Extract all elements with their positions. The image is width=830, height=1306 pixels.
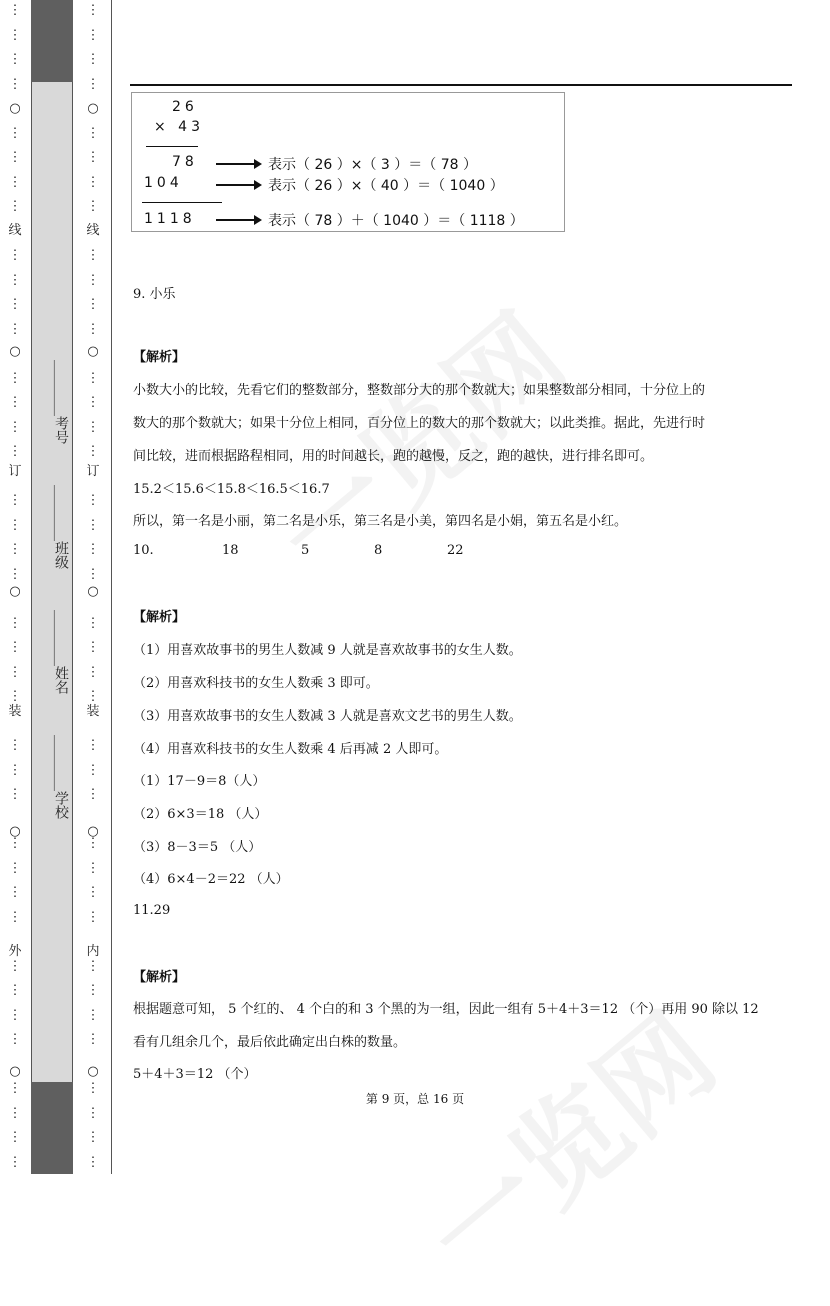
field-class[interactable]: [43, 485, 71, 569]
cut-dots: ⋮: [86, 297, 100, 312]
cut-dots: ⋮: [86, 1130, 100, 1145]
q11-line: 根据题意可知， 5 个红的、 4 个白的和 3 个黑的为一组，因此一组有 5＋4＋3＝12 （个）再用 90 除以 12: [133, 1002, 759, 1017]
cut-dots: ⋮: [8, 738, 22, 753]
cut-line-label: ○: [87, 344, 99, 359]
cut-dots: ⋮: [8, 150, 22, 165]
q11-line: 5＋4＋3＝12 （个）: [133, 1067, 257, 1082]
cut-line-label: 内: [86, 944, 100, 959]
cut-dots: ⋮: [86, 787, 100, 802]
cut-dots: ⋮: [86, 125, 100, 141]
arrow-3: [216, 219, 256, 221]
cut-dots: ⋮: [8, 664, 22, 680]
q10-answer: 8: [374, 543, 383, 558]
mult-multiplier: × 43: [154, 119, 204, 135]
cut-dots: ⋮: [8, 566, 22, 582]
cut-dots: ⋮: [86, 370, 100, 386]
cut-dots: ⋮: [8, 958, 22, 974]
cut-dots: ⋮: [86, 762, 100, 778]
page-footer: 第 9 页，总 16 页: [365, 1092, 465, 1106]
cut-dots: ⋮: [8, 395, 22, 410]
field-underline: ________: [53, 360, 69, 416]
cut-dots: ⋮: [8, 1007, 22, 1023]
explain-3: 表示（ 78 ）＋（ 1040 ）＝（ 1118 ）: [268, 213, 524, 229]
cut-line-label: 订: [8, 464, 22, 479]
cut-line-label: ○: [9, 584, 21, 599]
cut-dots: ⋮: [86, 738, 100, 753]
cut-dots: ⋮: [8, 493, 22, 508]
cut-dots: ⋮: [8, 787, 22, 802]
mult-total: 1118: [144, 211, 196, 227]
cut-dots: ⋮: [86, 248, 100, 263]
cut-dots: ⋮: [86, 958, 100, 974]
mult-line-1: [146, 146, 198, 147]
q10-line: （1）17－9＝8（人）: [133, 774, 266, 789]
mult-partial-1: 78: [172, 154, 198, 170]
cut-dots: ⋮: [86, 615, 100, 631]
field-underline: ________: [53, 735, 69, 791]
cut-dots: ⋮: [8, 248, 22, 263]
cut-dots: ⋮: [86, 566, 100, 582]
cut-line-label: ○: [87, 101, 99, 116]
cut-dots: ⋮: [8, 370, 22, 386]
mult-line-2: [142, 202, 222, 203]
q9-line: 15.2＜15.6＜15.8＜16.5＜16.7: [133, 482, 330, 497]
cut-dots: ⋮: [8, 542, 22, 557]
cut-dots: ⋮: [86, 272, 100, 288]
q10-heading: 【解析】: [133, 610, 186, 625]
cut-line-label: 装: [8, 704, 22, 719]
field-name[interactable]: [43, 610, 71, 694]
cut-dots: ⋮: [8, 76, 22, 92]
cut-dots: ⋮: [8, 125, 22, 141]
cut-dots: ⋮: [86, 640, 100, 655]
cut-dots: ⋮: [8, 762, 22, 778]
cut-dots: ⋮: [8, 419, 22, 435]
q10-line: （2）用喜欢科技书的女生人数乘 3 即可。: [133, 676, 379, 691]
explain-2: 表示（ 26 ）×（ 40 ）＝（ 1040 ）: [268, 178, 504, 194]
field-label: 学校: [53, 791, 69, 819]
cut-dots: ⋮: [86, 419, 100, 435]
cut-dots: ⋮: [8, 1154, 22, 1170]
mult-partial-2: 104: [144, 175, 183, 191]
cut-dots: ⋮: [86, 493, 100, 508]
q10-line: （2）6×3＝18 （人）: [133, 807, 268, 822]
cut-dots: ⋮: [8, 689, 22, 704]
band-right-line: [111, 0, 112, 1174]
cut-line-label: 线: [8, 223, 22, 238]
band-top-block: [31, 0, 73, 82]
q11-line: 看有几组余几个，最后依此确定出白株的数量。: [133, 1035, 407, 1050]
cut-line-label: ○: [87, 1064, 99, 1079]
q10-line: （1）用喜欢故事书的男生人数减 9 人就是喜欢故事书的女生人数。: [133, 643, 522, 658]
cut-dots: ⋮: [8, 321, 22, 337]
q9-line: 数大的那个数就大；如果十分位上相同，百分位上的数大的那个数就大；以此类推。据此，先进行时: [133, 416, 706, 431]
cut-dots: ⋮: [86, 689, 100, 704]
cut-dots: ⋮: [86, 52, 100, 67]
cut-dots: ⋮: [8, 272, 22, 288]
cut-dots: ⋮: [8, 52, 22, 67]
cut-dots: ⋮: [86, 395, 100, 410]
cut-line-label: 装: [86, 704, 100, 719]
cut-line-label: 外: [8, 944, 22, 959]
header-rule: [130, 84, 792, 86]
q10-answer: 18: [222, 543, 239, 558]
cut-dots: ⋮: [8, 983, 22, 998]
cut-dots: ⋮: [86, 174, 100, 190]
cut-dots: ⋮: [86, 983, 100, 998]
cut-line-label: 订: [86, 464, 100, 479]
watermark: [388, 972, 742, 1305]
q9-line: 所以，第一名是小丽，第二名是小乐，第三名是小美，第四名是小娟，第五名是小红。: [133, 514, 628, 529]
cut-dots: ⋮: [8, 1081, 22, 1096]
cut-dots: ⋮: [86, 321, 100, 337]
cut-line-label: 线: [86, 223, 100, 238]
field-label: 考号: [53, 416, 69, 444]
cut-dots: ⋮: [8, 1032, 22, 1047]
cut-line-label: ○: [87, 584, 99, 599]
cut-dots: ⋮: [8, 640, 22, 655]
cut-dots: ⋮: [86, 1007, 100, 1023]
cut-dots: ⋮: [86, 3, 100, 18]
cut-dots: ⋮: [8, 444, 22, 459]
cut-dots: ⋮: [86, 664, 100, 680]
cut-dots: ⋮: [86, 836, 100, 851]
arrow-1: [216, 163, 256, 165]
field-school[interactable]: [43, 735, 71, 819]
cut-dots: ⋮: [86, 444, 100, 459]
field-label: 姓名: [53, 666, 69, 694]
cut-dots: ⋮: [86, 1032, 100, 1047]
cut-dots: ⋮: [8, 885, 22, 900]
cut-line-label: ○: [9, 1064, 21, 1079]
cut-dots: ⋮: [86, 909, 100, 925]
cut-dots: ⋮: [86, 1081, 100, 1096]
arrow-2: [216, 184, 256, 186]
cut-dots: ⋮: [8, 27, 22, 43]
watermark: [238, 272, 592, 605]
field-underline: ________: [53, 610, 69, 666]
cut-dots: ⋮: [8, 297, 22, 312]
cut-dots: ⋮: [86, 1154, 100, 1170]
cut-dots: ⋮: [8, 174, 22, 190]
q9-line: 小数大小的比较，先看它们的整数部分，整数部分大的那个数就大；如果整数部分相同，十分位上的: [133, 383, 706, 398]
cut-line-label: ○: [9, 101, 21, 116]
cut-dots: ⋮: [8, 860, 22, 876]
cut-dots: ⋮: [8, 909, 22, 925]
field-underline: ________: [53, 485, 69, 541]
cut-dots: ⋮: [8, 199, 22, 214]
cut-dots: ⋮: [86, 27, 100, 43]
q9-heading: 【解析】: [133, 350, 186, 365]
cut-dots: ⋮: [86, 1105, 100, 1121]
cut-dots: ⋮: [8, 1105, 22, 1121]
cut-line-label: ○: [9, 344, 21, 359]
mult-top-number: 26: [172, 99, 198, 115]
cut-dots: ⋮: [86, 199, 100, 214]
multiplication-figure: [131, 92, 565, 232]
field-label: 班级: [53, 541, 69, 569]
cut-dots: ⋮: [8, 3, 22, 18]
cut-dots: ⋮: [86, 150, 100, 165]
explain-1: 表示（ 26 ）×（ 3 ）＝（ 78 ）: [268, 157, 477, 173]
cut-dots: ⋮: [8, 1130, 22, 1145]
cut-dots: ⋮: [8, 836, 22, 851]
cut-line-label: ○: [87, 824, 99, 839]
q10-answer: 22: [447, 543, 464, 558]
cut-dots: ⋮: [86, 860, 100, 876]
q11-heading: 【解析】: [133, 970, 186, 985]
q10-line: （4）用喜欢科技书的女生人数乘 4 后再减 2 人即可。: [133, 742, 448, 757]
cut-line-label: ○: [9, 824, 21, 839]
cut-dots: ⋮: [86, 542, 100, 557]
cut-dots: ⋮: [86, 885, 100, 900]
binder-band: [31, 82, 73, 1082]
q9-answer: 9. 小乐: [133, 287, 176, 302]
cut-dots: ⋮: [8, 615, 22, 631]
q10-line: （4）6×4－2＝22 （人）: [133, 872, 289, 887]
cut-dots: ⋮: [86, 76, 100, 92]
q10-line: （3）用喜欢故事书的女生人数减 3 人就是喜欢文艺书的男生人数。: [133, 709, 522, 724]
q9-line: 间比较，进而根据路程相同，用的时间越长，跑的越慢，反之，跑的越快，进行排名即可。: [133, 449, 654, 464]
cut-dots: ⋮: [8, 517, 22, 533]
field-exam-number[interactable]: [43, 360, 71, 444]
cut-dots: ⋮: [86, 517, 100, 533]
q10-number: 10.: [133, 543, 154, 558]
q10-line: （3）8－3＝5 （人）: [133, 840, 262, 855]
q10-answer: 5: [301, 543, 310, 558]
q11-answer: 11.29: [133, 903, 171, 918]
